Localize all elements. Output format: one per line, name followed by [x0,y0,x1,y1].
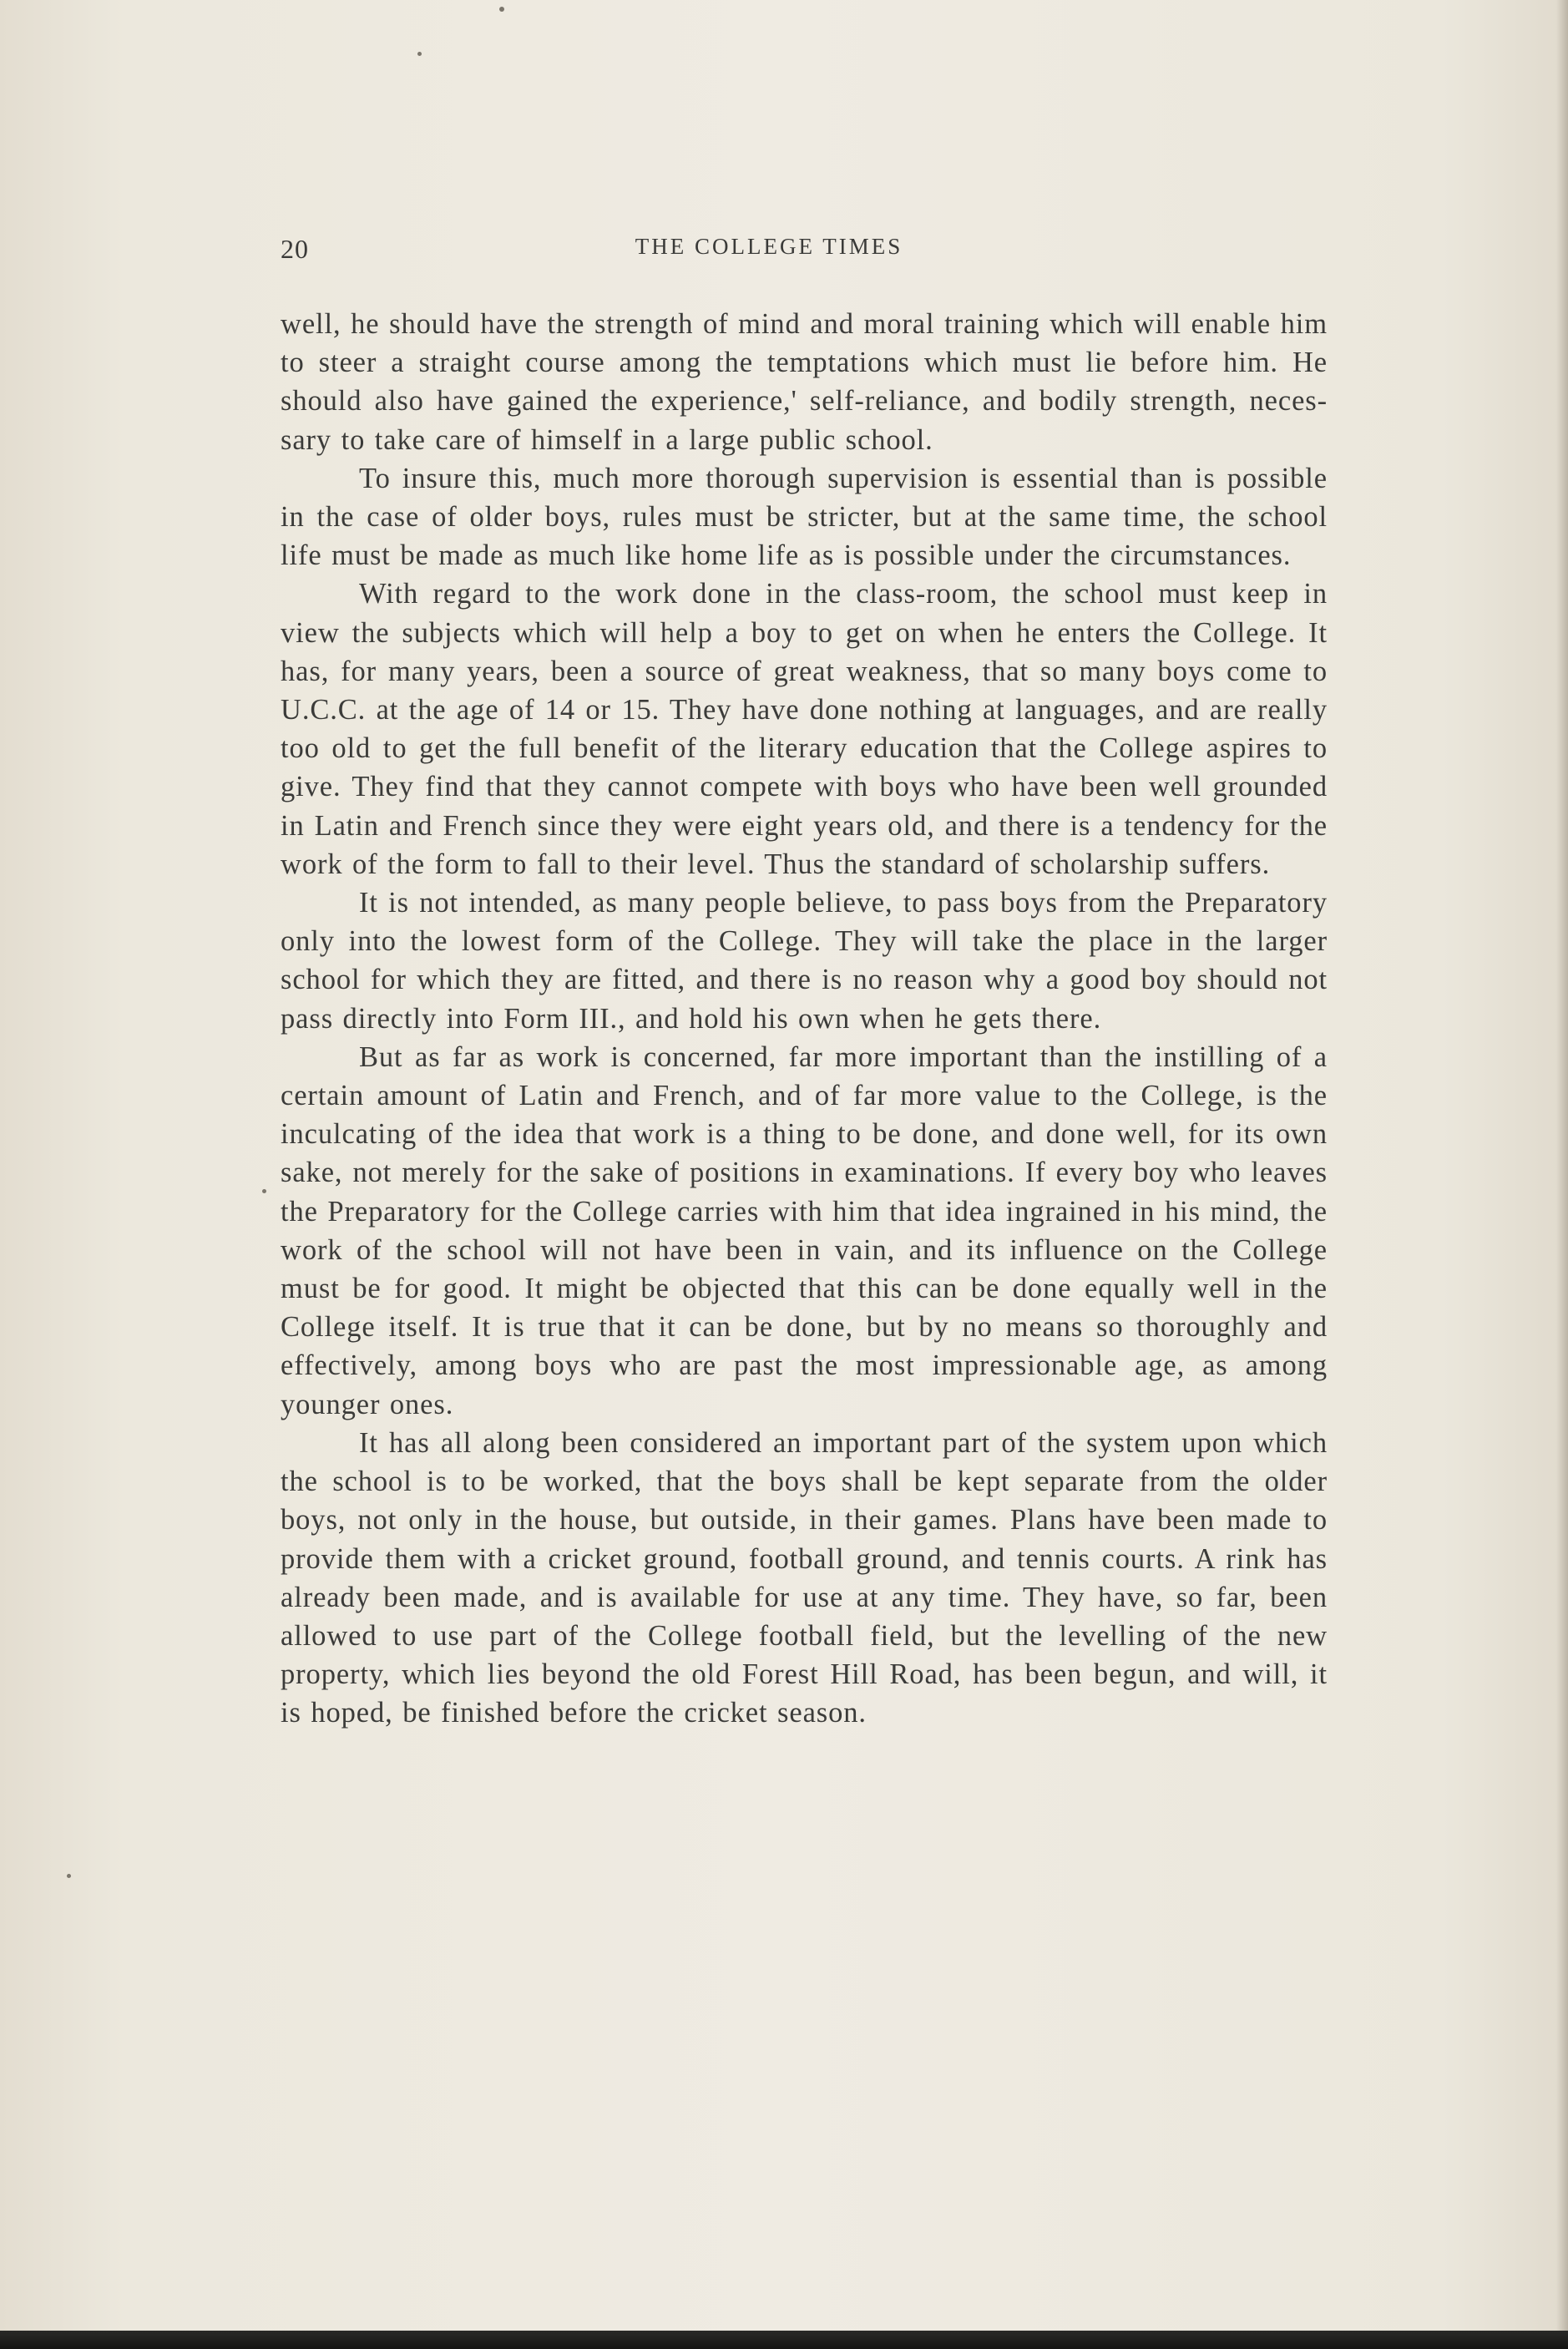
paragraph: It has all along been considered an important part of the system upon which the school is to be worked, that the boys shall be kept separate from the older boys, not only in the house, but outside, in their games. Plans have been made to provide them with a cricket ground, football ground, and tennis courts. A rink has already been made, and is available for use at any time. They have, so far, been allowed to use part of the College football field, but the levelling of the new property, which lies beyond the old Forest Hill Road, has been begun, and will, it is hoped, be finished before the cricket season. [281,1426,1328,1729]
page-edge-shadow [1556,0,1568,2349]
page-header [281,230,1416,272]
scan-bottom-edge [0,2331,1568,2349]
paragraph: well, he should have the strength of mind and moral training which will enable him to steer a straight course among the temptations which must lie before him. He should also have gained the experience,' self-reliance, and bodily strength, neces-sary to take care of himself in a large public school. [281,308,1328,456]
print-speck [262,1189,266,1193]
paragraph: To insure this, much more thorough supervision is essential than is possible in the case of older boys, rules must be stricter, but at the same time, the school life must be made as much like home life as is possible under the circumstances. [281,462,1328,572]
running-title: THE COLLEGE TIMES [635,234,903,259]
print-speck [499,7,504,12]
paragraph: It is not intended, as many people believe, to pass boys from the Preparatory only into the lowest form of the College. They will take the place in the larger school for which they are fitted, and there is no reason why a good boy should not pass directly into Form III., and hold his own when he gets there. [281,887,1328,1035]
paragraph: With regard to the work done in the class-room, the school must keep in view the subjects which will help a boy to get on when he enters the College. It has, for many years, been a source of great weakness, that so many boys come to U.C.C. at the age of 14 or 15. They have done nothing at languages, and are really too old to get the full benefit of the literary education that the College aspires to give. They find that they cannot compete with boys who have been well grounded in Latin and French since they were eight years old, and there is a tendency for the work of the form to fall to their level. Thus the standard of scholarship suffers. [281,578,1328,880]
print-speck [67,1874,71,1878]
paragraph: But as far as work is concerned, far more important than the instilling of a certain amount of Latin and French, and of far more value to the College, is the inculcating of the idea that work is a thing to be done, and done well, for its own sake, not merely for the sake of positions in examinations. If every boy who leaves the Preparatory for the College carries with him that idea ingrained in his mind, the work of the school will not have been in vain, and its influence on the College must be for good. It might be objected that this can be done equally well in the College itself. It is true that it can be done, but by no means so thoroughly and effectively, among boys who are past the most impressionable age, as among younger ones. [281,1040,1328,1420]
page-number: 20 [281,234,309,264]
print-speck [417,52,422,56]
article-body [281,305,1328,1733]
